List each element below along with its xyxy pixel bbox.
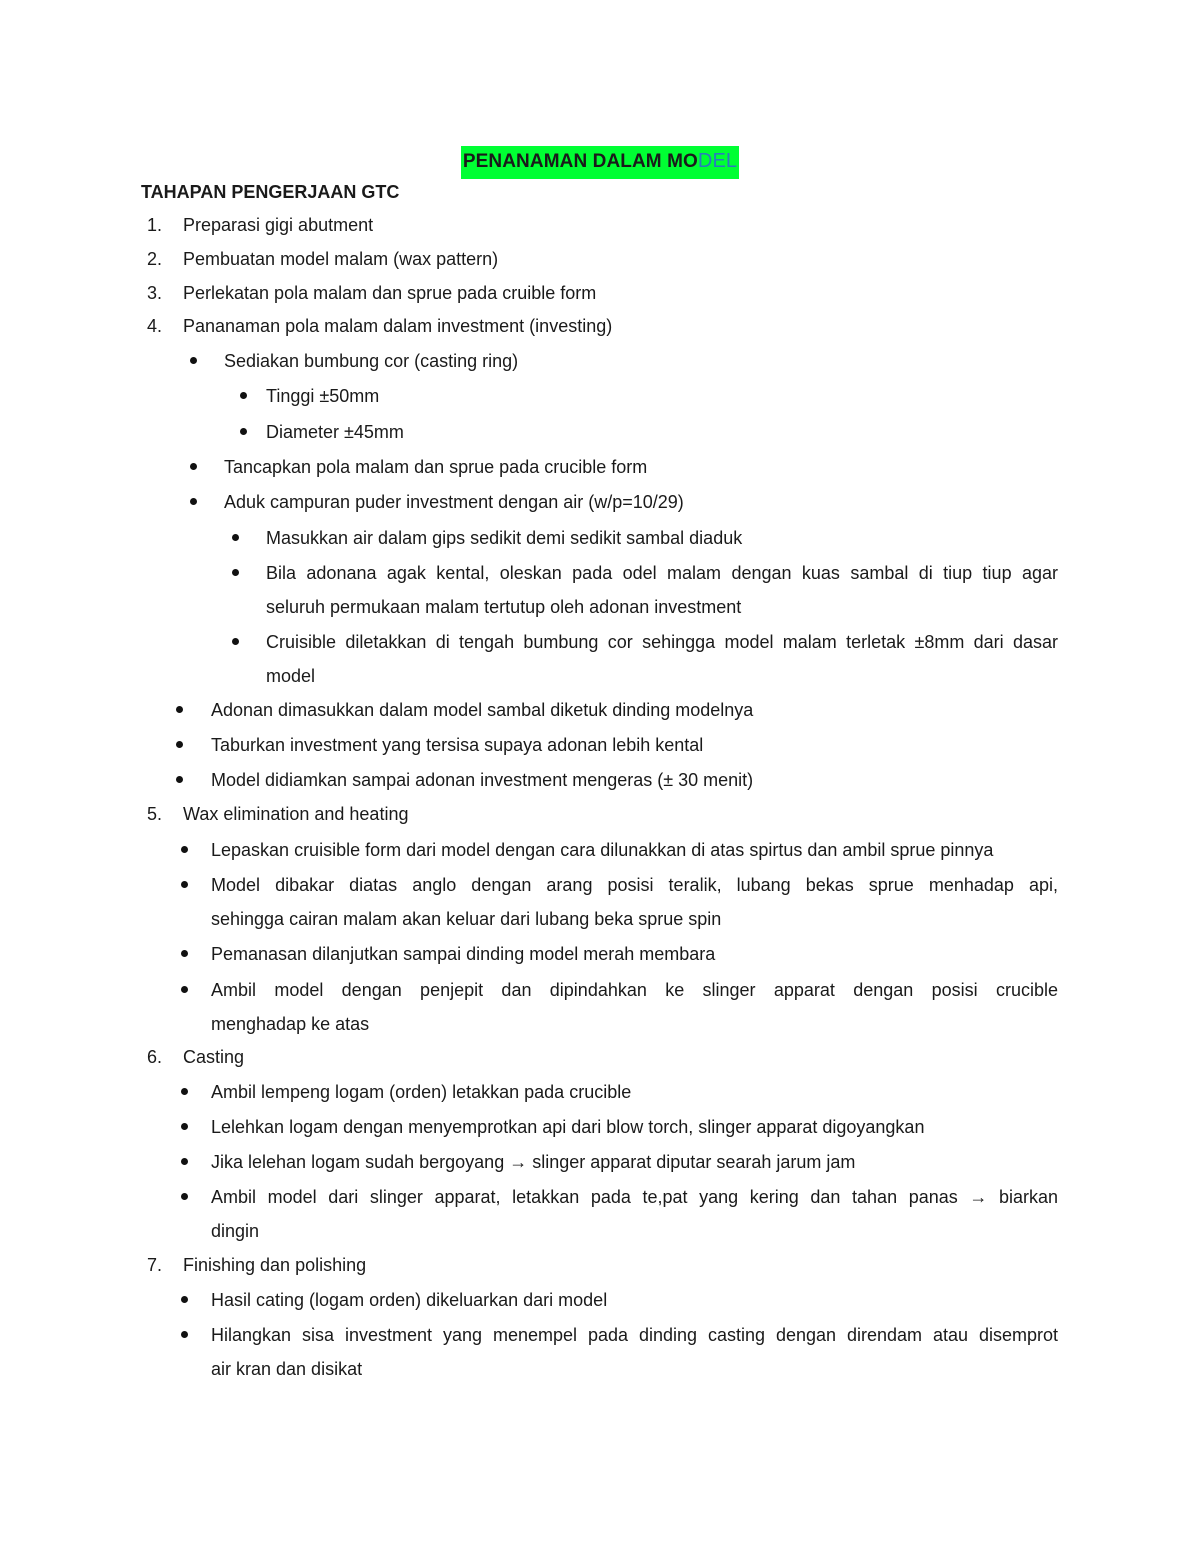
- page-title: [461, 146, 739, 179]
- list-item-continuation: seluruh permukaan malam tertutup oleh adonan investment: [266, 597, 742, 617]
- list-number-5: 5.: [147, 804, 163, 824]
- list-item: Aduk campuran puder investment dengan air (w/p=10/29): [224, 492, 684, 512]
- list-number-3: 3.: [147, 283, 163, 303]
- bullet-icon: [190, 498, 197, 505]
- list-number-4: 4.: [147, 316, 163, 336]
- bullet-icon: [232, 638, 239, 645]
- list-item: Lelehkan logam dengan menyemprotkan api dari blow torch, slinger apparat digoyangkan: [211, 1117, 925, 1137]
- bullet-icon: [240, 428, 247, 435]
- list-item-3: Perlekatan pola malam dan sprue pada cruible form: [183, 283, 597, 303]
- bullet-icon: [181, 1088, 188, 1095]
- list-number-6: 6.: [147, 1047, 163, 1067]
- list-number-7: 7.: [147, 1255, 163, 1275]
- list-item: Hasil cating (logam orden) dikeluarkan dari model: [211, 1290, 608, 1310]
- bullet-icon: [181, 1123, 188, 1130]
- list-item-continuation: menghadap ke atas: [211, 1014, 370, 1034]
- list-item: Sediakan bumbung cor (casting ring): [224, 351, 519, 371]
- list-item: Tinggi ±50mm: [266, 386, 380, 406]
- bullet-icon: [181, 1158, 188, 1165]
- bullet-icon: [176, 776, 183, 783]
- list-item: Model dibakar diatas anglo dengan arang posisi teralik, lubang bekas sprue menhadap api,: [211, 875, 1058, 895]
- list-item: Tancapkan pola malam dan sprue pada crucible form: [224, 457, 648, 477]
- list-item: Pemanasan dilanjutkan sampai dinding model merah membara: [211, 944, 716, 964]
- list-item: Model didiamkan sampai adonan investment mengeras (± 30 menit): [211, 770, 754, 790]
- bullet-icon: [181, 846, 188, 853]
- list-item-5: Wax elimination and heating: [183, 804, 409, 824]
- list-item-continuation: sehingga cairan malam akan keluar dari lubang beka sprue spin: [211, 909, 722, 929]
- list-item-continuation: model: [266, 666, 316, 686]
- bullet-icon: [181, 881, 188, 888]
- list-item: Diameter ±45mm: [266, 422, 404, 442]
- list-item-continuation: air kran dan disikat: [211, 1359, 363, 1379]
- title-part-1: PENANAMAN DALAM MO: [462, 151, 698, 172]
- list-item: Taburkan investment yang tersisa supaya adonan lebih kental: [211, 735, 704, 755]
- bullet-icon: [190, 357, 197, 364]
- list-item: Bila adonana agak kental, oleskan pada odel malam dengan kuas sambal di tiup tiup agar: [266, 563, 1058, 583]
- list-item: Ambil model dari slinger apparat, letakkan pada te,pat yang kering dan tahan panas → biarkan: [211, 1187, 1058, 1207]
- bullet-icon: [240, 392, 247, 399]
- list-item-2: Pembuatan model malam (wax pattern): [183, 249, 499, 269]
- list-item: Masukkan air dalam gips sedikit demi sedikit sambal diaduk: [266, 528, 743, 548]
- list-item: Jika lelehan logam sudah bergoyang → slinger apparat diputar searah jarum jam: [211, 1152, 856, 1172]
- bullet-icon: [232, 534, 239, 541]
- list-item: Adonan dimasukkan dalam model sambal diketuk dinding modelnya: [211, 700, 754, 720]
- list-item: Hilangkan sisa investment yang menempel pada dinding casting dengan direndam atau disemprot: [211, 1325, 1058, 1345]
- bullet-icon: [176, 706, 183, 713]
- title-container: [0, 146, 1200, 179]
- bullet-icon: [190, 463, 197, 470]
- list-number-2: 2.: [147, 249, 163, 269]
- list-number-1: 1.: [147, 215, 163, 235]
- bullet-icon: [181, 986, 188, 993]
- bullet-icon: [181, 1296, 188, 1303]
- section-heading: TAHAPAN PENGERJAAN GTC: [141, 182, 400, 202]
- bullet-icon: [181, 1193, 188, 1200]
- list-item-1: Preparasi gigi abutment: [183, 215, 374, 235]
- title-part-2: DEL: [697, 150, 738, 172]
- bullet-icon: [181, 950, 188, 957]
- list-item-4: Pananaman pola malam dalam investment (investing): [183, 316, 613, 336]
- bullet-icon: [176, 741, 183, 748]
- bullet-icon: [181, 1331, 188, 1338]
- list-item: Ambil model dengan penjepit dan dipindahkan ke slinger apparat dengan posisi crucible: [211, 980, 1058, 1000]
- list-item-continuation: dingin: [211, 1221, 260, 1241]
- list-item: Lepaskan cruisible form dari model dengan cara dilunakkan di atas spirtus dan ambil sprue pinnya: [211, 840, 994, 860]
- list-item: Cruisible diletakkan di tengah bumbung cor sehingga model malam terletak ±8mm dari dasar: [266, 632, 1058, 652]
- list-item-6: Casting: [183, 1047, 245, 1067]
- list-item: Ambil lempeng logam (orden) letakkan pada crucible: [211, 1082, 632, 1102]
- bullet-icon: [232, 569, 239, 576]
- list-item-7: Finishing dan polishing: [183, 1255, 367, 1275]
